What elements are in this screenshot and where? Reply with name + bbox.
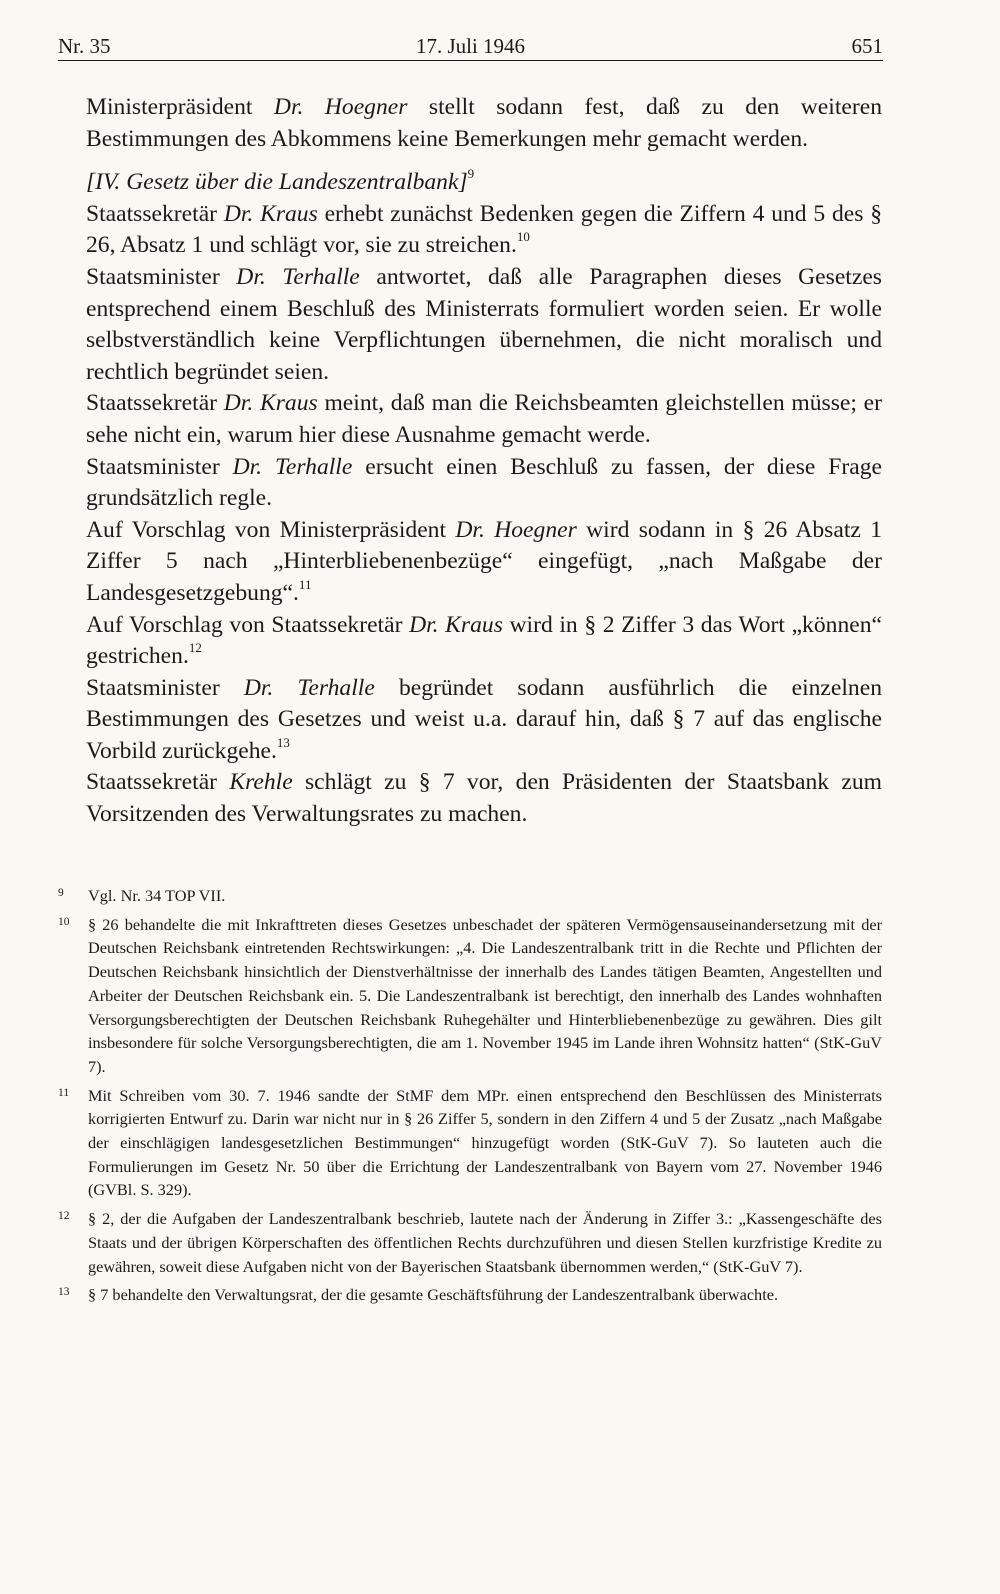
- speaker-name: Krehle: [229, 769, 293, 796]
- speaker-name: Dr. Kraus: [223, 390, 318, 417]
- paragraph: Staatsminister Dr. Terhalle begründet sodann ausführlich die einzelnen Bestimmungen des Gesetzes und weist u.a. darauf hin, daß § 7 auf das englische Vorbild zurückgehe.$^{13}$: [86, 674, 882, 764]
- running-header: [58, 30, 883, 61]
- footnote-text: § 26 behandelte die mit Inkrafttreten dieses Gesetzes unbeschadet der späteren Vermögensauseinandersetzung mit der Deutschen Reichsbank eintretenden Rechtswirkungen: „4. Die Landeszentralbank tritt in die Rechte und Pflichten der Deutschen Reichsbank hinsichtlich der Dienstverhältnisse der innerhalb des Landes tätigen Beamten, Angestellten und Arbeiter der Deutschen Reichsbank ein. 5. Die Landeszentralbank ist berechtigt, den innerhalb des Landes wohnhaften Versorgungsberechtigten der Deutschen Reichsbank Ruhegehälter und Hinterbliebenenbezüge zu gewähren. Dies gilt insbesondere für solche Versorgungsberechtigten, die am 1. November 1945 im Lande ihren Wohnsitz hatten“ (StK-GuV 7).: [88, 914, 882, 1076]
- footnote: [58, 1283, 882, 1307]
- speaker-name: Dr. Kraus: [409, 611, 503, 638]
- paragraph: Staatsminister Dr. Terhalle ersucht einen Beschluß zu fassen, der diese Frage grundsätzlich regle.: [86, 453, 882, 512]
- speaker-name: Dr. Terhalle: [236, 263, 360, 290]
- paragraph: Staatsminister Dr. Terhalle antwortet, daß alle Paragraphen dieses Gesetzes entsprechend einem Beschluß des Ministerrats formuliert worden seien. Er wolle selbstverständlich keine Verpflichtungen übernehmen, die nicht moralisch und rechtlich begründet seien.: [86, 263, 882, 385]
- footnote-ref: 11: [298, 576, 312, 592]
- speaker-name: Dr. Hoegner: [455, 516, 577, 543]
- footnote-number: 11: [58, 1086, 70, 1099]
- footnote-number: 9: [58, 887, 64, 899]
- footnote: [58, 1207, 882, 1278]
- paragraph: Staatssekretär Dr. Kraus erhebt zunächst Bedenken gegen die Ziffern 4 und 5 des § 26, Absatz 1 und schlägt vor, sie zu streichen.$^{10}$: [86, 200, 882, 259]
- footnote-ref: 9: [467, 166, 475, 182]
- paragraph: Auf Vorschlag von Ministerpräsident Dr. Hoegner wird sodann in § 26 Absatz 1 Ziffer 5 nach „Hinterbliebenenbezüge“ eingefügt, „nach Maßgabe der Landesgesetzgebung“.$^{11}$: [86, 516, 882, 606]
- protocol-body: [86, 92, 882, 831]
- issue-number: Nr. 35: [58, 34, 111, 58]
- speaker-name: Dr. Terhalle: [232, 453, 353, 480]
- footnote-ref: 13: [276, 734, 290, 750]
- speaker-name: Dr. Kraus: [223, 200, 318, 227]
- footnote-number: 13: [58, 1286, 70, 1299]
- footnote: [58, 913, 882, 1079]
- footnote-text: Mit Schreiben vom 30. 7. 1946 sandte der StMF dem MPr. einen entsprechend den Beschlüssen des Ministerrats korrigierten Entwurf zu. Darin war nicht nur in § 26 Ziffer 5, sondern in den Ziffern 4 und 5 der Zusatz „nach Maßgabe der einschlägigen landesgesetzlichen Bestimmungen“ hinzugefügt worden (StK-GuV 7). So lauteten auch die Formulierungen im Gesetz Nr. 50 über die Errichtung der Landeszentralbank von Bayern vom 27. November 1946 (GVBl. S. 329).: [88, 1085, 882, 1200]
- paragraph: Staatssekretär Dr. Kraus meint, daß man die Reichsbeamten gleichstellen müsse; er sehe nicht ein, warum hier diese Ausnahme gemacht werde.: [86, 390, 882, 448]
- footnote-text: Vgl. Nr. 34 TOP VII.: [88, 886, 226, 905]
- speaker-name: Dr. Hoegner: [273, 94, 408, 120]
- paragraph: Ministerpräsident Dr. Hoegner stellt sodann fest, daß zu den weiteren Bestimmungen des Abkommens keine Bemerkungen mehr gemacht werden.: [86, 94, 882, 152]
- footnote-text: § 7 behandelte den Verwaltungsrat, der die gesamte Geschäftsführung der Landeszentralbank überwachte.: [88, 1285, 779, 1305]
- footnote-number: 10: [58, 915, 70, 928]
- page-number: 651: [851, 34, 883, 58]
- footnote-ref: 12: [188, 640, 202, 656]
- footnotes: [58, 884, 882, 1312]
- footnote: [58, 1084, 882, 1203]
- footnote-number: 12: [58, 1210, 70, 1223]
- agenda-heading: [IV. Gesetz über die Landeszentralbank]$^9$: [86, 166, 475, 196]
- footnote: [58, 884, 882, 908]
- speaker-name: Dr. Terhalle: [243, 674, 375, 701]
- footnote-ref: 10: [516, 229, 530, 245]
- paragraph: Staatssekretär Krehle schlägt zu § 7 vor, den Präsidenten der Staatsbank zum Vorsitzenden des Verwaltungsrates zu machen.: [86, 769, 882, 828]
- footnote-text: § 2, der die Aufgaben der Landeszentralbank beschrieb, lautete nach der Änderung in Ziffer 3.: „Kassengeschäfte des Staats und der übrigen Körperschaften des öffentlichen Rechts durchzuführen und diesen Stellen kurzfristige Kredite zu gewähren, soweit diese Aufgaben nicht von der Bayerischen Staatsbank übernommen werden,“ (StK-GuV 7).: [88, 1209, 882, 1276]
- session-date: 17. Juli 1946: [415, 34, 526, 58]
- paragraph: Auf Vorschlag von Staatssekretär Dr. Kraus wird in § 2 Ziffer 3 das Wort „können“ gestrichen.$^{12}$: [86, 611, 882, 670]
